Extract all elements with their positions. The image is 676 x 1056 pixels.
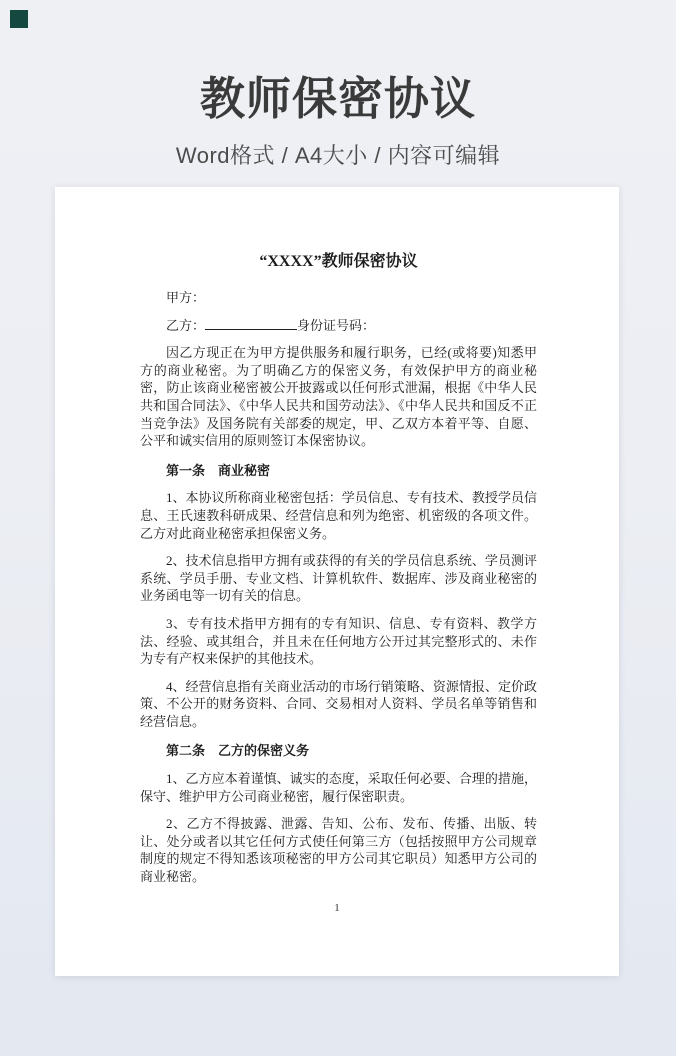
page-number: 1 (334, 902, 340, 914)
section1-item-4: 4、经营信息指有关商业活动的市场行销策略、资源情报、定价政策、不公开的财务资料、合同、交易相对人资料、学员名单等销售和经营信息。 (140, 678, 537, 729)
section2-item-2: 2、乙方不得披露、泄露、告知、公布、发布、传播、出版、转让、处分或者以其它任何方式使任何第三方（包括按照甲方公司规章制度的规定不得知悉该项秘密的甲方公司其它职员）知悉甲方公司的商业秘密。 (140, 816, 537, 885)
section1-heading: 第一条 商业秘密 (166, 462, 271, 478)
id-number-label: 身份证号码： (297, 317, 376, 333)
section2-heading: 第二条 乙方的保密义务 (166, 743, 310, 759)
page-subtitle: Word格式 / A4大小 / 内容可编辑 (175, 143, 501, 168)
section1-item-1: 1、本协议所称商业秘密包括：学员信息、专有技术、教授学员信息、王氏速教科研成果、经营信息和列为绝密、机密级的各项文件。乙方对此商业秘密承担保密义务。 (140, 490, 537, 541)
document-title: “XXXX”教师保密协议 (259, 253, 418, 270)
section2-item-1: 1、乙方应本着谨慎、诚实的态度，采取任何必要、合理的措施，保守、维护甲方公司商业秘密，履行保密职责。 (140, 771, 537, 804)
document-page (55, 187, 619, 976)
party-b-line (140, 317, 537, 335)
party-b-label: 乙方： (166, 317, 206, 333)
party-b-blank-field (205, 317, 297, 330)
intro-paragraph: 因乙方现正在为甲方提供服务和履行职务，已经(或将要)知悉甲方的商业秘密。为了明确乙方的保密义务，有效保护甲方的商业秘密，防止该商业秘密被公开披露或以任何形式泄漏，根据《中华人民共和国合同法》、《中华人民共和国劳动法》、《中华人民共和国反不正当竞争法》及国务院有关部委的规定，甲、乙双方本着平等、自愿、公平和诚实信用的原则签订本保密协议。 (140, 345, 537, 449)
document-body (140, 251, 537, 896)
section1-item-2: 2、技术信息指甲方拥有或获得的有关的学员信息系统、学员测评系统、学员手册、专业文档、计算机软件、数据库、涉及商业秘密的业务函电等一切有关的信息。 (140, 553, 537, 604)
section1-item-3: 3、专有技术指甲方拥有的专有知识、信息、专有资料、教学方法、经验、或其组合，并且未在任何地方公开过其完整形式的、未作为专有产权来保护的其他技术。 (140, 615, 537, 667)
party-a-line (140, 289, 537, 307)
party-a-label: 甲方： (166, 290, 206, 305)
hero-header (0, 0, 676, 170)
page-title: 教师保密协议 (199, 73, 476, 124)
